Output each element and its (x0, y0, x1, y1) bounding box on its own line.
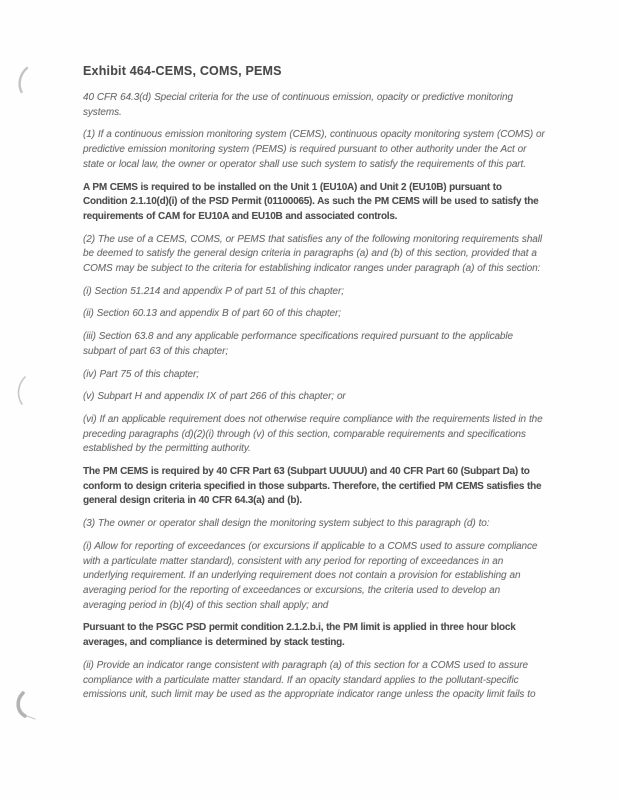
paragraph: (i) Section 51.214 and appendix P of part 51 of this chapter; (83, 285, 344, 297)
paragraph: (vi) If an applicable requirement does not otherwise require compliance with the requirements listed in the preceding paragraphs (d)(2)(i) through (v) of this section, comparable requirements and specifications established by the permitting authority. (83, 413, 543, 455)
paragraph: (ii) Section 60.13 and appendix B of part 60 of this chapter; (83, 308, 341, 320)
pen-mark-crescent-tail (27, 716, 35, 719)
paragraph: A PM CEMS is required to be installed on the Unit 1 (EU10A) and Unit 2 (EU10B) pursuant to Condition 2.1.10(d)(i) of the PSD Permit (01100065). As such the PM CEMS will be used to satisfy the requirements of CAM for EU10A and EU10B and associated controls. (83, 181, 539, 222)
paragraph: (1) If a continuous emission monitoring system (CEMS), continuous opacity monitoring system (COMS) or predictive emission monitoring system (PEMS) is required pursuant to other authority under the Act or state or local law, the owner or operator shall use such system to satisfy the requirements of this part. (83, 129, 545, 170)
paragraph-list (83, 91, 545, 703)
paragraph: The PM CEMS is required by 40 CFR Part 63 (Subpart UUUUU) and 40 CFR Part 60 (Subpart Da) to conform to design criteria specified in those subparts. Therefore, the certified PM CEMS satisfies the general design criteria in 40 CFR 64.3(a) and (b). (83, 466, 542, 507)
paragraph: (v) Subpart H and appendix IX of part 266 of this chapter; or (83, 391, 346, 403)
paragraph: (i) Allow for reporting of exceedances (or excursions if applicable to a COMS used to assure compliance with a particulate matter standard), consistent with any period for reporting of exceedances in an underlying requirement. If an underlying requirement does not contain a provision for establishing an averaging period for the reporting of exceedances or excursions, the criteria used to develop an averaging period in (b)(4) of this section shall apply; and (83, 540, 538, 611)
paragraph: (iii) Section 63.8 and any applicable performance specifications required pursuant to the applicable subpart of part 63 of this chapter; (83, 331, 513, 357)
pen-mark-paren-top-left (20, 68, 27, 92)
paragraph: 40 CFR 64.3(d) Special criteria for the use of continuous emission, opacity or predictive monitoring systems. (83, 92, 513, 118)
paragraph: Pursuant to the PSGC PSD permit condition 2.1.2.b.i, the PM limit is applied in three hour block averages, and compliance is determined by stack testing. (83, 622, 516, 649)
pen-mark-paren-mid-left (19, 377, 25, 404)
document-title: Exhibit 464-CEMS, COMS, PEMS (83, 64, 282, 78)
pen-mark-crescent-bottom-left (18, 693, 25, 716)
paragraph: (2) The use of a CEMS, COMS, or PEMS that satisfies any of the following monitoring requirements shall be deemed to satisfy the general design criteria in paragraphs (a) and (b) of this section, provided that a COMS may be subject to the criteria for establishing indicator ranges under paragraph (a) of this section: (83, 233, 542, 275)
paragraph: (3) The owner or operator shall design the monitoring system subject to this paragraph (d) to: (83, 518, 490, 530)
document-content (83, 64, 545, 711)
paragraph: (ii) Provide an indicator range consistent with paragraph (a) of this section for a COMS used to assure compliance with a particulate matter standard. If an opacity standard applies to the pollutant-specific emissions unit, such limit may be used as the appropriate indicator range unless the opacity limit fails to (83, 659, 536, 701)
paragraph: (iv) Part 75 of this chapter; (83, 368, 199, 380)
